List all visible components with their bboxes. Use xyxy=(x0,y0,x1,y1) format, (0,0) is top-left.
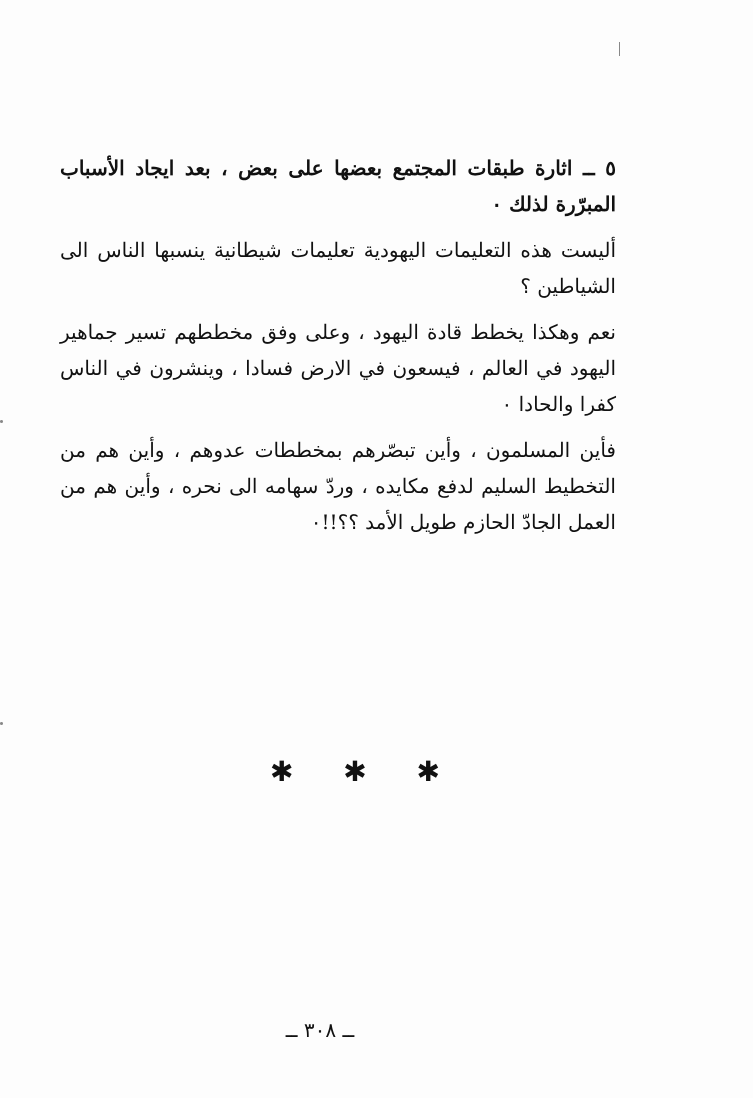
star-icon: ✱ xyxy=(343,755,367,788)
scan-mark xyxy=(619,42,620,56)
paragraph: فأين المسلمون ، وأين تبصّرهم بمخططات عدوهم ، وأين هم من التخطيط السليم لدفع مكايده ، وردّ سهامه الى نحره ، وأين هم من العمل الجادّ الحازم طويل الأمد ؟؟!!٠ xyxy=(60,438,616,534)
section-divider xyxy=(270,755,440,788)
paragraph: أليست هذه التعليمات اليهودية تعليمات شيطانية ينسبها الناس الى الشياطين ؟ xyxy=(60,238,616,298)
scan-mark xyxy=(0,420,3,423)
star-icon: ✱ xyxy=(270,755,294,788)
body-text xyxy=(60,150,616,550)
paragraph: ٥ ــ اثارة طبقات المجتمع بعضها على بعض ، بعد ايجاد الأسباب المبرّرة لذلك ٠ xyxy=(60,156,616,216)
page-number: ــ ٣٠٨ ــ xyxy=(285,1018,355,1042)
star-icon: ✱ xyxy=(416,755,440,788)
paragraph: نعم وهكذا يخطط قادة اليهود ، وعلى وفق مخططهم تسير جماهير اليهود في العالم ، فيسعون في الارض فسادا ، وينشرون في الناس كفرا والحادا ٠ xyxy=(60,320,616,416)
scan-mark xyxy=(0,722,3,725)
